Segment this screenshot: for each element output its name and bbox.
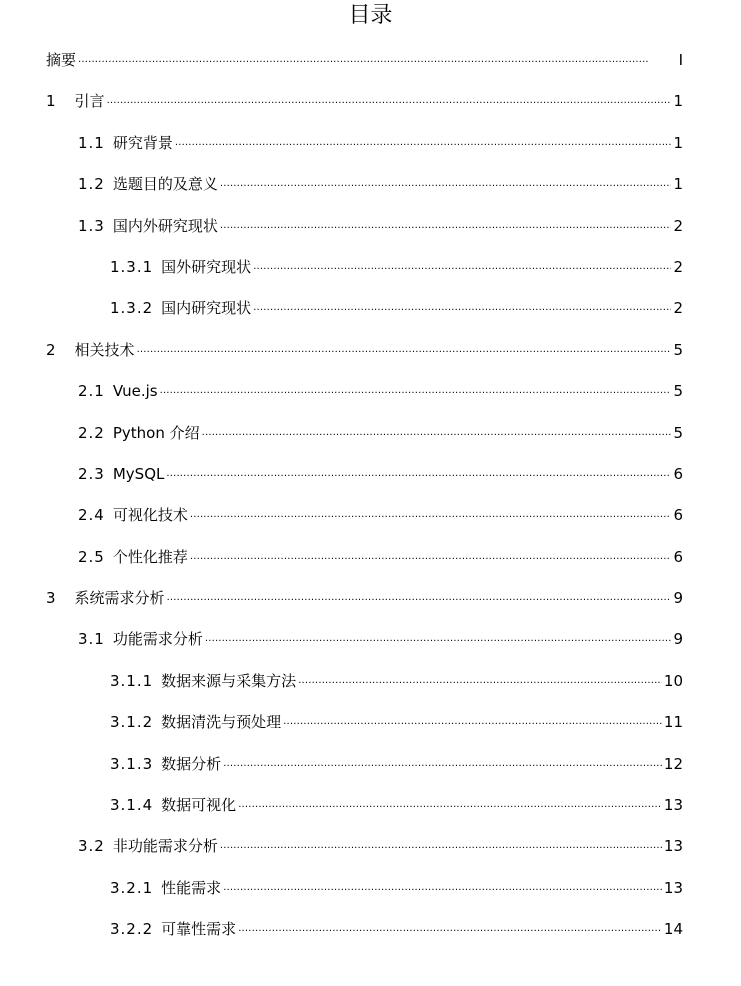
dot-leader	[205, 629, 672, 644]
toc-entry-page: 5	[673, 382, 683, 401]
dot-leader	[166, 464, 671, 479]
dot-leader	[175, 133, 672, 148]
toc-entry-page: 2	[673, 299, 683, 318]
toc-entry-title: 国内研究现状	[161, 299, 252, 318]
toc-entry-number: 1.1	[78, 133, 105, 152]
toc-entry-page: 1	[673, 92, 683, 111]
toc-entry-page: 12	[663, 754, 683, 773]
toc-entry-3-1-2[interactable]	[0, 702, 741, 743]
dot-leader	[283, 712, 662, 727]
toc-entry-number: 3.2	[78, 837, 105, 856]
toc-entry-page: 1	[673, 133, 683, 152]
toc-entry-title: Python 介绍	[112, 423, 200, 442]
toc-entry-2-5[interactable]	[0, 537, 741, 578]
toc-entry-page: 5	[673, 423, 683, 442]
toc-entry-number: 2.3	[78, 464, 105, 483]
toc-entry-number: 3.2.2	[110, 920, 154, 939]
toc-entry-1-1[interactable]	[0, 123, 741, 164]
toc-entry-page: 9	[673, 589, 683, 608]
dot-leader	[253, 257, 671, 272]
toc-entry-page: 11	[663, 713, 683, 732]
toc-entry-page: 13	[663, 796, 683, 815]
toc-entry-number: 2.5	[78, 547, 105, 566]
dot-leader	[220, 174, 672, 189]
toc-entry-3-1-4[interactable]	[0, 785, 741, 826]
dot-leader	[238, 919, 662, 934]
dot-leader	[137, 340, 672, 355]
toc-entry-number: 2.4	[78, 506, 105, 525]
toc-entry-number: 3.1.4	[110, 796, 154, 815]
dot-leader	[220, 836, 662, 851]
toc-entry-title: 数据分析	[161, 754, 222, 773]
toc-entry-number: 1.2	[78, 175, 105, 194]
toc-entry-number: 3.1.1	[110, 671, 154, 690]
toc-entry-title: 性能需求	[161, 878, 222, 897]
dot-leader	[160, 381, 672, 396]
page-title: 目录	[348, 3, 393, 28]
toc-entry-number: 2	[46, 340, 57, 359]
toc-entry-page: 6	[673, 506, 683, 525]
toc-entry-number: 3.1	[78, 630, 105, 649]
toc-entry-number: 2.2	[78, 423, 105, 442]
toc-entry-title: 数据可视化	[161, 796, 237, 815]
toc-entry-title: 国外研究现状	[161, 257, 252, 276]
toc-entry-title: 研究背景	[112, 133, 173, 152]
toc-entry-number: 3.1.3	[110, 754, 154, 773]
toc-entry-title: Vue.js	[112, 382, 158, 401]
toc-entry-title: 功能需求分析	[112, 630, 203, 649]
toc-entry-1-3[interactable]	[0, 206, 741, 247]
toc-entry-abstract[interactable]	[0, 40, 741, 81]
toc-entry-number: 1	[46, 92, 57, 111]
toc-entry-page: 2	[673, 257, 683, 276]
toc-entry-page: 13	[663, 878, 683, 897]
toc-entry-3-2[interactable]	[0, 826, 741, 867]
toc-entry-page: 1	[673, 175, 683, 194]
dot-leader	[167, 588, 672, 603]
toc-entry-page: 14	[663, 920, 683, 939]
toc-entry-title: 相关技术	[74, 340, 135, 359]
toc-entry-1-3-2[interactable]	[0, 288, 741, 329]
toc-entry-3[interactable]	[0, 578, 741, 619]
dot-leader	[107, 91, 672, 106]
toc-entry-page: 13	[663, 837, 683, 856]
dot-leader	[190, 547, 672, 562]
dot-leader	[223, 754, 662, 769]
dot-leader	[220, 216, 672, 231]
toc-entry-page: 2	[673, 216, 683, 235]
dot-leader	[238, 795, 662, 810]
toc-entry-title: 数据来源与采集方法	[161, 671, 297, 690]
toc-entry-3-2-2[interactable]	[0, 909, 741, 950]
toc-entry-3-1-3[interactable]	[0, 744, 741, 785]
toc-entry-1-2[interactable]	[0, 164, 741, 205]
toc-entry-title: 引言	[74, 92, 105, 111]
dot-leader	[202, 423, 672, 438]
toc-entry-title: MySQL	[112, 464, 165, 483]
toc-entry-title: 数据清洗与预处理	[161, 713, 282, 732]
dot-leader	[298, 671, 662, 686]
toc-entry-number: 1.3.2	[110, 299, 154, 318]
toc-entry-number: 1.3.1	[110, 257, 154, 276]
toc-entry-title: 国内外研究现状	[112, 216, 218, 235]
toc-entry-1-3-1[interactable]	[0, 247, 741, 288]
toc-entry-page: 6	[673, 464, 683, 483]
toc-entry-number: 2.1	[78, 382, 105, 401]
toc-entry-number: 1.3	[78, 216, 105, 235]
toc-entry-3-1[interactable]	[0, 619, 741, 660]
dot-leader	[223, 878, 662, 893]
toc-entry-2-2[interactable]	[0, 413, 741, 454]
toc-entry-title: 可视化技术	[112, 506, 188, 525]
toc-entry-number: 3	[46, 589, 57, 608]
toc-entry-page: I	[678, 51, 683, 69]
toc-entry-number: 3.1.2	[110, 713, 154, 732]
toc-entry-number: 3.2.1	[110, 878, 154, 897]
toc-entry-2-3[interactable]	[0, 454, 741, 495]
toc-entry-3-1-1[interactable]	[0, 661, 741, 702]
toc-entry-title: 系统需求分析	[74, 589, 165, 608]
toc-entry-2-1[interactable]	[0, 371, 741, 412]
toc-entry-title: 非功能需求分析	[112, 837, 218, 856]
toc-entry-1[interactable]	[0, 81, 741, 122]
toc-entry-title: 可靠性需求	[161, 920, 237, 939]
toc-entry-page: 10	[663, 671, 683, 690]
toc-entry-page: 6	[673, 547, 683, 566]
toc-entry-title: 选题目的及意义	[112, 175, 218, 194]
toc-entry-title: 摘要	[46, 51, 77, 69]
dot-leader	[253, 298, 671, 313]
toc-entry-2[interactable]	[0, 330, 741, 371]
toc-entry-title: 个性化推荐	[112, 547, 188, 566]
toc-entry-page: 9	[673, 630, 683, 649]
toc-entry-page: 5	[673, 340, 683, 359]
dot-leader	[78, 50, 677, 65]
toc-entry-3-2-1[interactable]	[0, 868, 741, 909]
toc-entry-2-4[interactable]	[0, 495, 741, 536]
table-of-contents	[0, 40, 741, 951]
dot-leader	[190, 505, 672, 520]
